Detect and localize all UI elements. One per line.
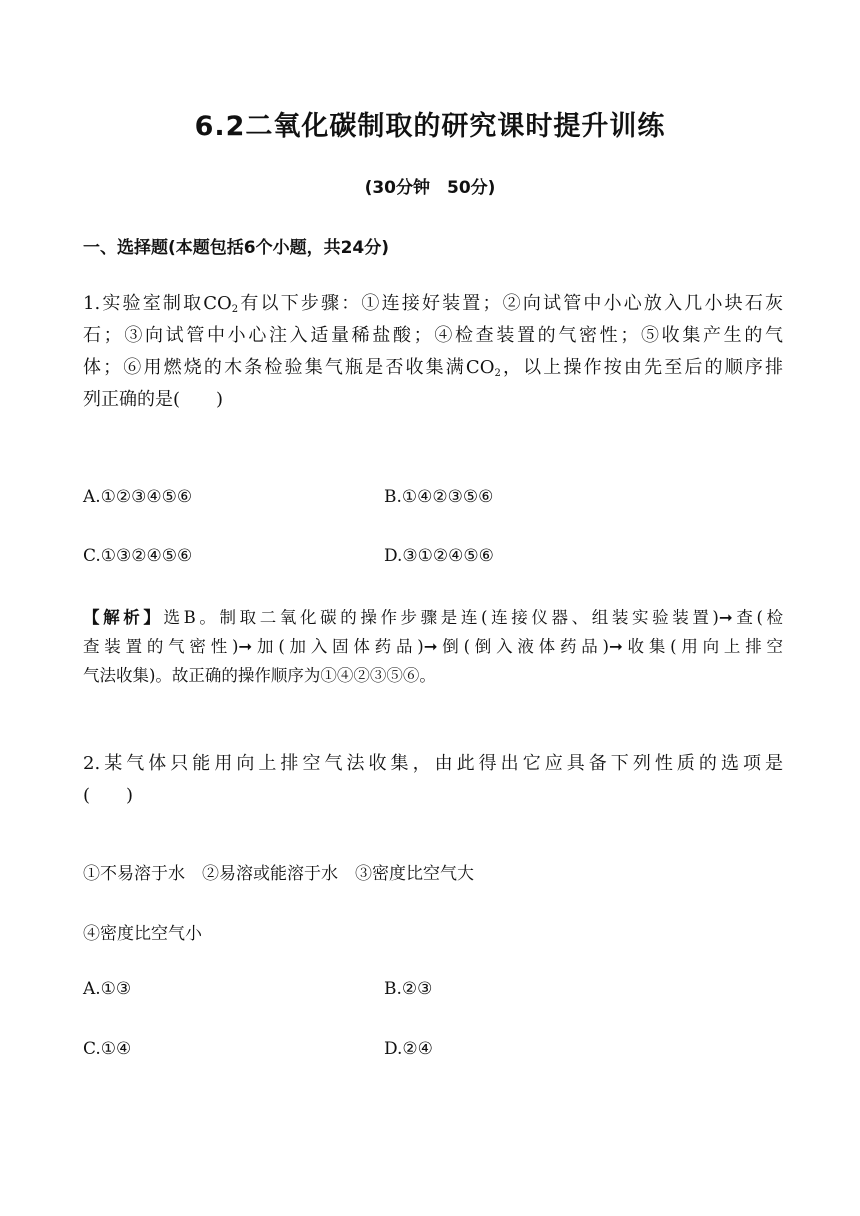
question-1-text: 体；⑥用燃烧的木条检验集气瓶是否收集满CO	[83, 357, 495, 378]
subscript: 2	[494, 368, 501, 379]
q2-option-c: C.①④	[83, 1039, 132, 1059]
analysis-line-1	[83, 603, 783, 632]
q1-option-c: C.①③②④⑤⑥	[83, 546, 193, 566]
question-1-line-2: 石；③向试管中小心注入适量稀盐酸；④检查装置的气密性；⑤收集产生的气	[83, 325, 783, 346]
analysis-block	[83, 603, 783, 690]
question-1-line-1	[83, 288, 783, 320]
question-2-line-1: 2.某气体只能用向上排空气法收集，由此得出它应具备下列性质的选项是	[83, 753, 783, 774]
q1-option-a: A.①②③④⑤⑥	[83, 487, 193, 507]
time-score-subtitle: (30分钟 50分)	[364, 178, 496, 198]
question-1-line-4: 列正确的是( )	[83, 389, 224, 410]
q2-option-a: A.①③	[83, 979, 132, 999]
question-1	[83, 288, 783, 416]
analysis-line-2: 查装置的气密性)➞加(加入固体药品)➞倒(倒入液体药品)➞收集(用向上排空	[83, 637, 783, 656]
question-2	[83, 748, 783, 812]
question-1-line-3	[83, 352, 783, 384]
question-2-line-2: ( )	[83, 785, 134, 806]
q2-properties-line-1: ①不易溶于水 ②易溶或能溶于水 ③密度比空气大	[83, 864, 474, 884]
question-1-text: 1.实验室制取CO	[83, 293, 232, 314]
q2-properties-line-2: ④密度比空气小	[83, 924, 202, 944]
q2-option-b: B.②③	[384, 979, 433, 999]
section-heading: 一、选择题(本题包括6个小题，共24分)	[83, 238, 390, 258]
page-title: 6.2二氧化碳制取的研究课时提升训练	[194, 111, 666, 142]
analysis-line-3: 气法收集)。故正确的操作顺序为①④②③⑤⑥。	[83, 666, 436, 685]
question-1-text: 有以下步骤：①连接好装置；②向试管中小心放入几小块石灰	[238, 293, 783, 314]
analysis-tag: 【解析】	[83, 608, 164, 627]
question-1-text: ，以上操作按由先至后的顺序排	[500, 357, 784, 378]
q2-option-d: D.②④	[384, 1039, 433, 1059]
q1-option-b: B.①④②③⑤⑥	[384, 487, 494, 507]
analysis-text: 选B。制取二氧化碳的操作步骤是连(连接仪器、组装实验装置)➞查(检	[163, 608, 783, 627]
subscript: 2	[231, 304, 239, 315]
q1-option-d: D.③①②④⑤⑥	[384, 546, 494, 566]
